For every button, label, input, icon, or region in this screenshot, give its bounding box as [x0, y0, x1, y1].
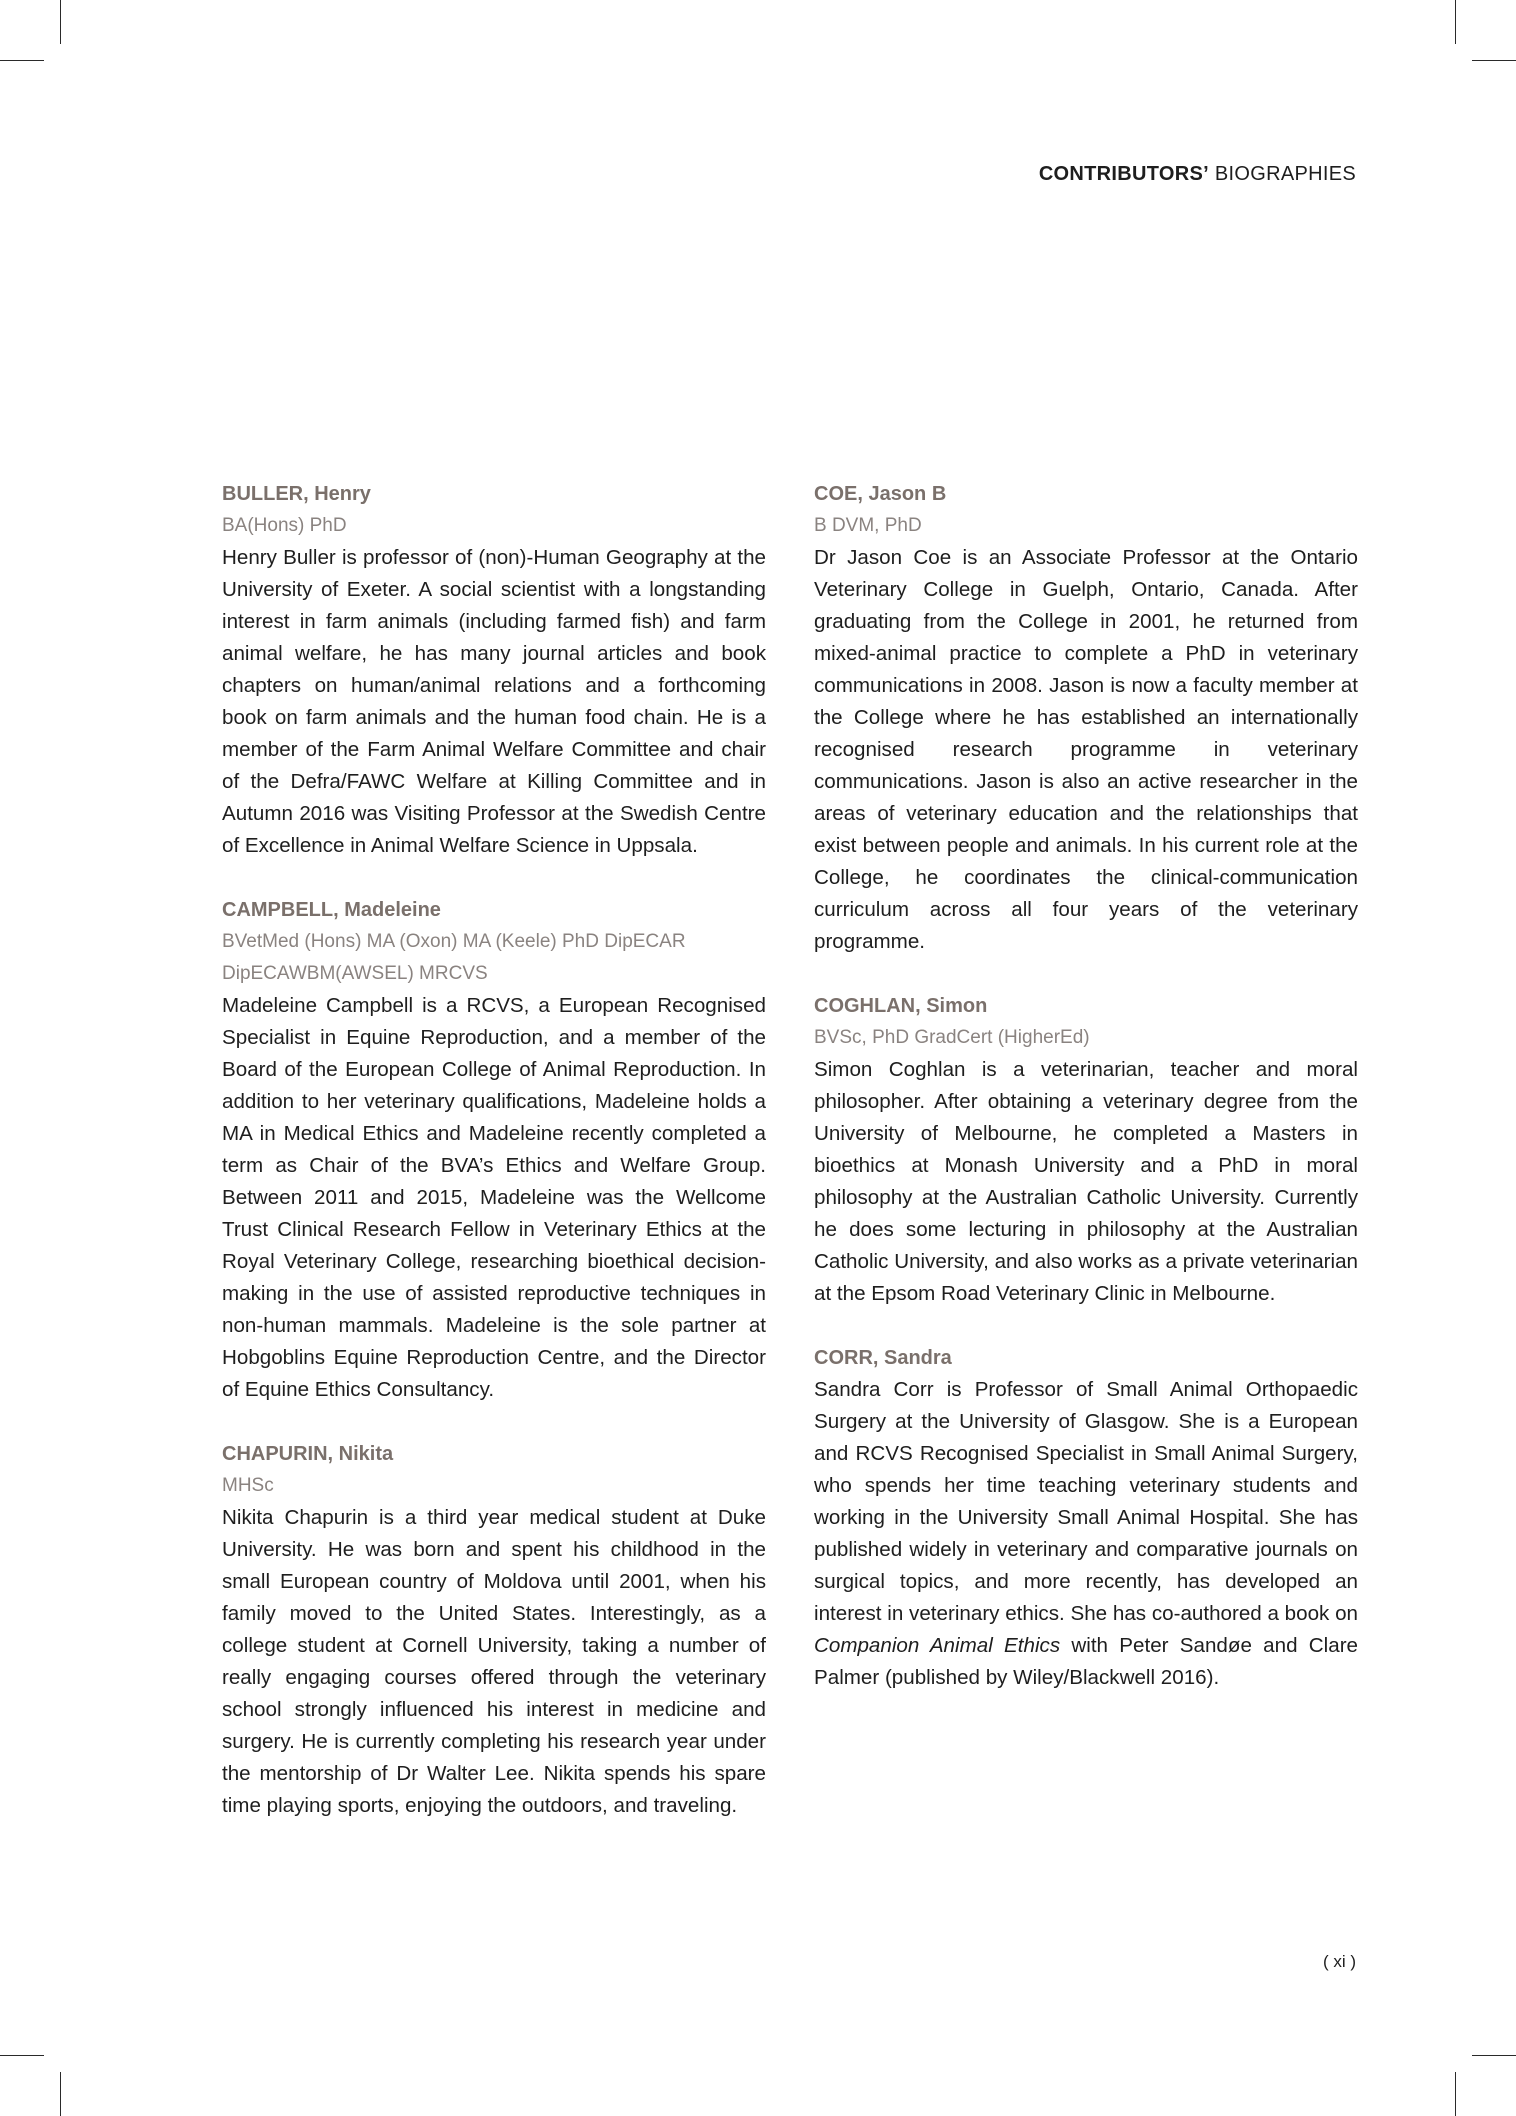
contributor-name: COE, Jason B [814, 483, 947, 505]
running-header [1039, 163, 1356, 186]
contributor-biography: Nikita Chapurin is a third year medical student at Duke University. He was born and spent his childhood in the small European country of Moldova until 2001, when his family moved to the United States. Interestingly, as a college student at Cornell University, taking a number of really engaging courses offered through the veterinary school strongly influenced his interest in medicine and surgery. He is currently completing his research year under the mentorship of Dr Walter Lee. Nikita spends his spare time playing sports, enjoying the outdoors, and traveling. [222, 1506, 766, 1817]
biography-entry-coe [814, 478, 1358, 958]
contributor-qualifications: BA(Hons) PhD [222, 515, 347, 536]
contributor-name: CHAPURIN, Nikita [222, 1443, 394, 1465]
biography-text-after-title: with Peter Sandøe and Clare Palmer (published by Wiley/Blackwell 2016). [814, 1634, 1359, 1689]
left-column [222, 478, 766, 1854]
contributor-biography [814, 1374, 1358, 1694]
contributor-qualifications: BVSc, PhD GradCert (HigherEd) [814, 1027, 1090, 1048]
biography-entry-coghlan [814, 990, 1358, 1310]
right-column [814, 478, 1358, 1726]
biography-entry-buller [222, 478, 766, 862]
contributor-name: COGHLAN, Simon [814, 995, 988, 1017]
crop-mark-top-right-horizontal [1472, 60, 1516, 61]
biography-entry-corr [814, 1342, 1358, 1694]
contributor-biography: Madeleine Campbell is a RCVS, a European Recognised Specialist in Equine Reproduction, and a member of the Board of the European College of Animal Reproduction. In addition to her veterinary qualifications, Madeleine holds a MA in Medical Ethics and Madeleine recently completed a term as Chair of the BVA’s Ethics and Welfare Group. Between 2011 and 2015, Madeleine was the Wellcome Trust Clinical Research Fellow in Veterinary Ethics at the Royal Veterinary College, researching bioethical decision-making in the use of assisted reproductive techniques in non-human mammals. Madeleine is the sole partner at Hobgoblins Equine Reproduction Centre, and the Director of Equine Ethics Consultancy. [222, 994, 766, 1401]
contributor-name: BULLER, Henry [222, 483, 371, 505]
running-header-bold: CONTRIBUTORS’ [1038, 163, 1210, 185]
crop-mark-bottom-left-vertical [60, 2072, 61, 2116]
contributor-qualifications: BVetMed (Hons) MA (Oxon) MA (Keele) PhD DipECAR DipECAWBM(AWSEL) MRCVS [222, 931, 686, 984]
book-title: Companion Animal Ethics [814, 1634, 1061, 1657]
contributor-biography: Simon Coghlan is a veterinarian, teacher and moral philosopher. After obtaining a veterinary degree from the University of Melbourne, he completed a Masters in bioethics at Monash University and a PhD in moral philosophy at the Australian Catholic University. Currently he does some lecturing in philosophy at the Australian Catholic University, and also works as a private veterinarian at the Epsom Road Veterinary Clinic in Melbourne. [814, 1058, 1358, 1305]
running-header-light: BIOGRAPHIES [1209, 163, 1356, 185]
crop-mark-top-left-horizontal [0, 60, 44, 61]
contributor-qualifications: MHSc [222, 1475, 274, 1496]
contributor-qualifications: B DVM, PhD [814, 515, 922, 536]
crop-mark-top-right-vertical [1455, 0, 1456, 44]
crop-mark-top-left-vertical [60, 0, 61, 44]
biography-entry-chapurin [222, 1438, 766, 1822]
crop-mark-bottom-right-vertical [1455, 2072, 1456, 2116]
page-number: ( xi ) [1322, 1952, 1356, 1971]
crop-mark-bottom-left-horizontal [0, 2055, 44, 2056]
biography-text-before-title: Sandra Corr is Professor of Small Animal Orthopaedic Surgery at the University of Glasgow. She is a European and RCVS Recognised Specialist in Small Animal Surgery, who spends her time teaching veterinary students and working in the University Small Animal Hospital. She has published widely in veterinary and comparative journals on surgical topics, and more recently, has developed an interest in veterinary ethics. She has co-authored a book on [814, 1378, 1358, 1625]
contributor-name: CORR, Sandra [814, 1347, 952, 1369]
contributor-biography: Dr Jason Coe is an Associate Professor at the Ontario Veterinary College in Guelph, Ontario, Canada. After graduating from the College in 2001, he returned from mixed-animal practice to complete a PhD in veterinary communications in 2008. Jason is now a faculty member at the College where he has established an internationally recognised research programme in veterinary communications. Jason is also an active researcher in the areas of veterinary education and the relationships that exist between people and animals. In his current role at the College, he coordinates the clinical-communication curriculum across all four years of the veterinary programme. [814, 546, 1358, 953]
crop-mark-bottom-right-horizontal [1472, 2055, 1516, 2056]
contributor-name: CAMPBELL, Madeleine [222, 899, 441, 921]
contributor-biography: Henry Buller is professor of (non)-Human Geography at the University of Exeter. A social scientist with a longstanding interest in farm animals (including farmed fish) and farm animal welfare, he has many journal articles and book chapters on human/animal relations and a forthcoming book on farm animals and the human food chain. He is a member of the Farm Animal Welfare Committee and chair of the Defra/FAWC Welfare at Killing Committee and in Autumn 2016 was Visiting Professor at the Swedish Centre of Excellence in Animal Welfare Science in Uppsala. [222, 546, 766, 857]
biography-entry-campbell [222, 894, 766, 1406]
